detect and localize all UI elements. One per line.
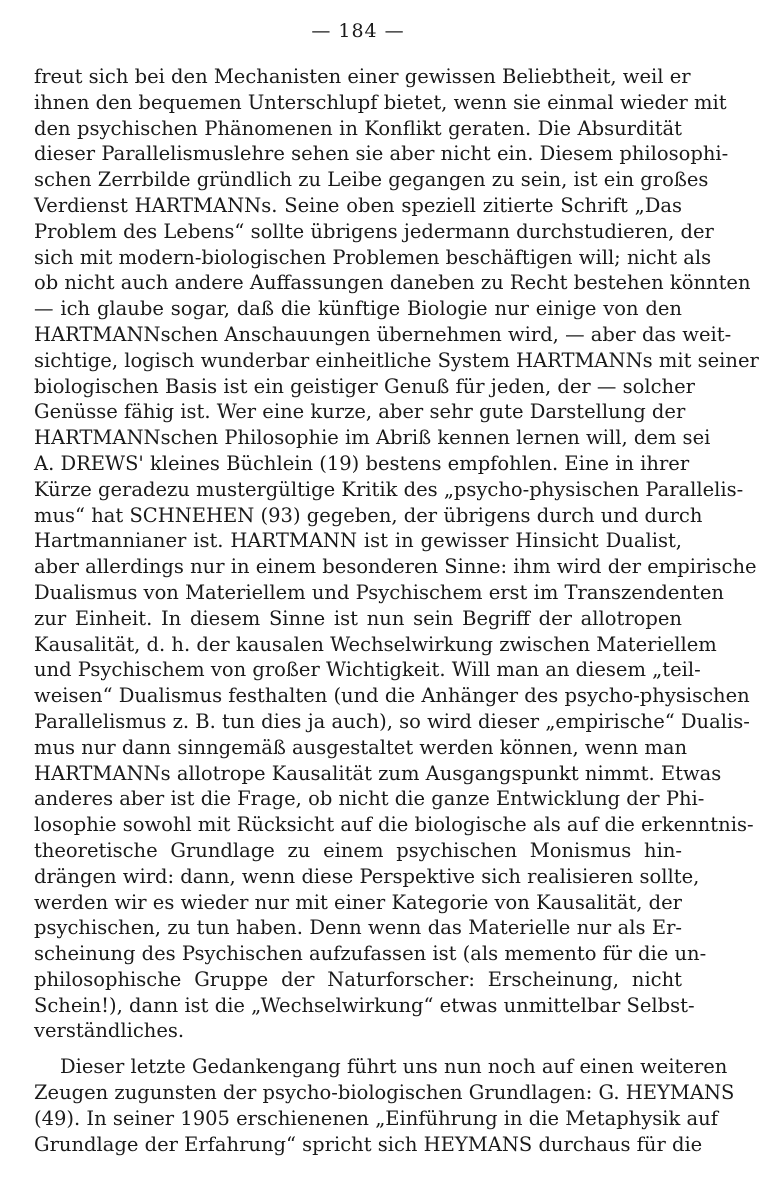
text-line: verständliches.	[34, 1019, 185, 1043]
text-line: Verdienst HARTMANNs. Seine oben speziell zitierte Schrift „Das	[34, 193, 682, 217]
text-line: Schein!), dann ist die „Wechselwirkung“ etwas unmittelbar Selbst-	[34, 993, 695, 1017]
text-line: Dualismus von Materiellem und Psychischem erst im Transzendenten	[34, 580, 724, 604]
text-line: HARTMANNs allotrope Kausalität zum Ausgangspunkt nimmt. Etwas	[34, 761, 722, 785]
text-line: mus“ hat SCHNEHEN (93) gegeben, der übrigens durch und durch	[34, 503, 703, 527]
text-line: Zeugen zugunsten der psycho-biologischen Grundlagen: G. HEYMANS	[34, 1081, 735, 1105]
text-line: Problem des Lebens“ sollte übrigens jedermann durchstudieren, der	[34, 219, 714, 243]
text-line: psychischen, zu tun haben. Denn wenn das Materielle nur als Er-	[34, 916, 682, 940]
text-line: den psychischen Phänomenen in Konflikt geraten. Die Absurdität	[34, 116, 682, 140]
paragraph	[34, 1054, 735, 1157]
text-line: Kausalität, d. h. der kausalen Wechselwirkung zwischen Materiellem	[34, 632, 717, 656]
text-line: biologischen Basis ist ein geistiger Genuß für jeden, der — solcher	[34, 374, 695, 398]
text-line: theoretische Grundlage zu einem psychischen Monismus hin-	[34, 838, 682, 862]
paragraph-gap	[34, 1044, 682, 1054]
text-line: philosophische Gruppe der Naturforscher: Erscheinung, nicht	[34, 967, 682, 991]
text-line: scheinung des Psychischen aufzufassen ist (als memento für die un-	[34, 942, 707, 966]
text-line: schen Zerrbilde gründlich zu Leibe gegangen zu sein, ist ein großes	[34, 168, 709, 192]
text-line: sich mit modern-biologischen Problemen beschäftigen will; nicht als	[34, 245, 712, 269]
text-line: Hartmannianer ist. HARTMANN ist in gewisser Hinsicht Dualist,	[34, 529, 682, 553]
paragraph	[34, 64, 759, 1044]
text-line: (49). In seiner 1905 erschienenen „Einführung in die Metaphysik auf	[34, 1106, 718, 1130]
text-line: — ich glaube sogar, daß die künftige Biologie nur einige von den	[34, 297, 682, 321]
text-line: losophie sowohl mit Rücksicht auf die biologische als auf die erkenntnis-	[34, 813, 754, 837]
text-line: dieser Parallelismuslehre sehen sie aber nicht ein. Diesem philosophi-	[34, 142, 729, 166]
text-line: ihnen den bequemen Unterschlupf bietet, wenn sie einmal wieder mit	[34, 90, 727, 114]
body-text	[34, 64, 759, 1157]
text-line: HARTMANNschen Philosophie im Abriß kennen lernen will, dem sei	[34, 426, 711, 450]
text-line: Kürze geradezu mustergültige Kritik des „psycho-physischen Parallelis-	[34, 477, 744, 501]
text-line: ob nicht auch andere Auffassungen daneben zu Recht bestehen könnten	[34, 271, 751, 295]
text-line: freut sich bei den Mechanisten einer gewissen Beliebtheit, weil er	[34, 65, 691, 88]
text-line: Genüsse fähig ist. Wer eine kurze, aber sehr gute Darstellung der	[34, 400, 686, 424]
text-line: aber allerdings nur in einem besonderen Sinne: ihm wird der empirische	[34, 555, 757, 579]
text-line: Grundlage der Erfahrung“ spricht sich HEYMANS durchaus für die	[34, 1132, 703, 1156]
text-line: werden wir es wieder nur mit einer Kategorie von Kausalität, der	[34, 890, 682, 914]
text-line: mus nur dann sinngemäß ausgestaltet werden können, wenn man	[34, 735, 688, 759]
text-line: sichtige, logisch wunderbar einheitliche System HARTMANNs mit seiner	[34, 348, 759, 372]
text-line: HARTMANNschen Anschauungen übernehmen wird, — aber das weit-	[34, 322, 732, 346]
text-line: Parallelismus z. B. tun dies ja auch), so wird dieser „empirische“ Dualis-	[34, 709, 750, 733]
page-number: — 184 —	[311, 20, 405, 42]
text-line: Dieser letzte Gedankengang führt uns nun noch auf einen weiteren	[60, 1055, 728, 1079]
text-line: und Psychischem von großer Wichtigkeit. Will man an diesem „teil-	[34, 658, 701, 682]
text-line: A. DREWS' kleines Büchlein (19) bestens empfohlen. Eine in ihrer	[34, 451, 690, 475]
text-line: anderes aber ist die Frage, ob nicht die ganze Entwicklung der Phi-	[34, 787, 705, 811]
text-line: drängen wird: dann, wenn diese Perspektive sich realisieren sollte,	[34, 864, 700, 888]
text-line: zur Einheit. In diesem Sinne ist nun sein Begriff der allotropen	[34, 606, 682, 630]
text-line: weisen“ Dualismus festhalten (und die Anhänger des psycho-physischen	[34, 684, 750, 708]
